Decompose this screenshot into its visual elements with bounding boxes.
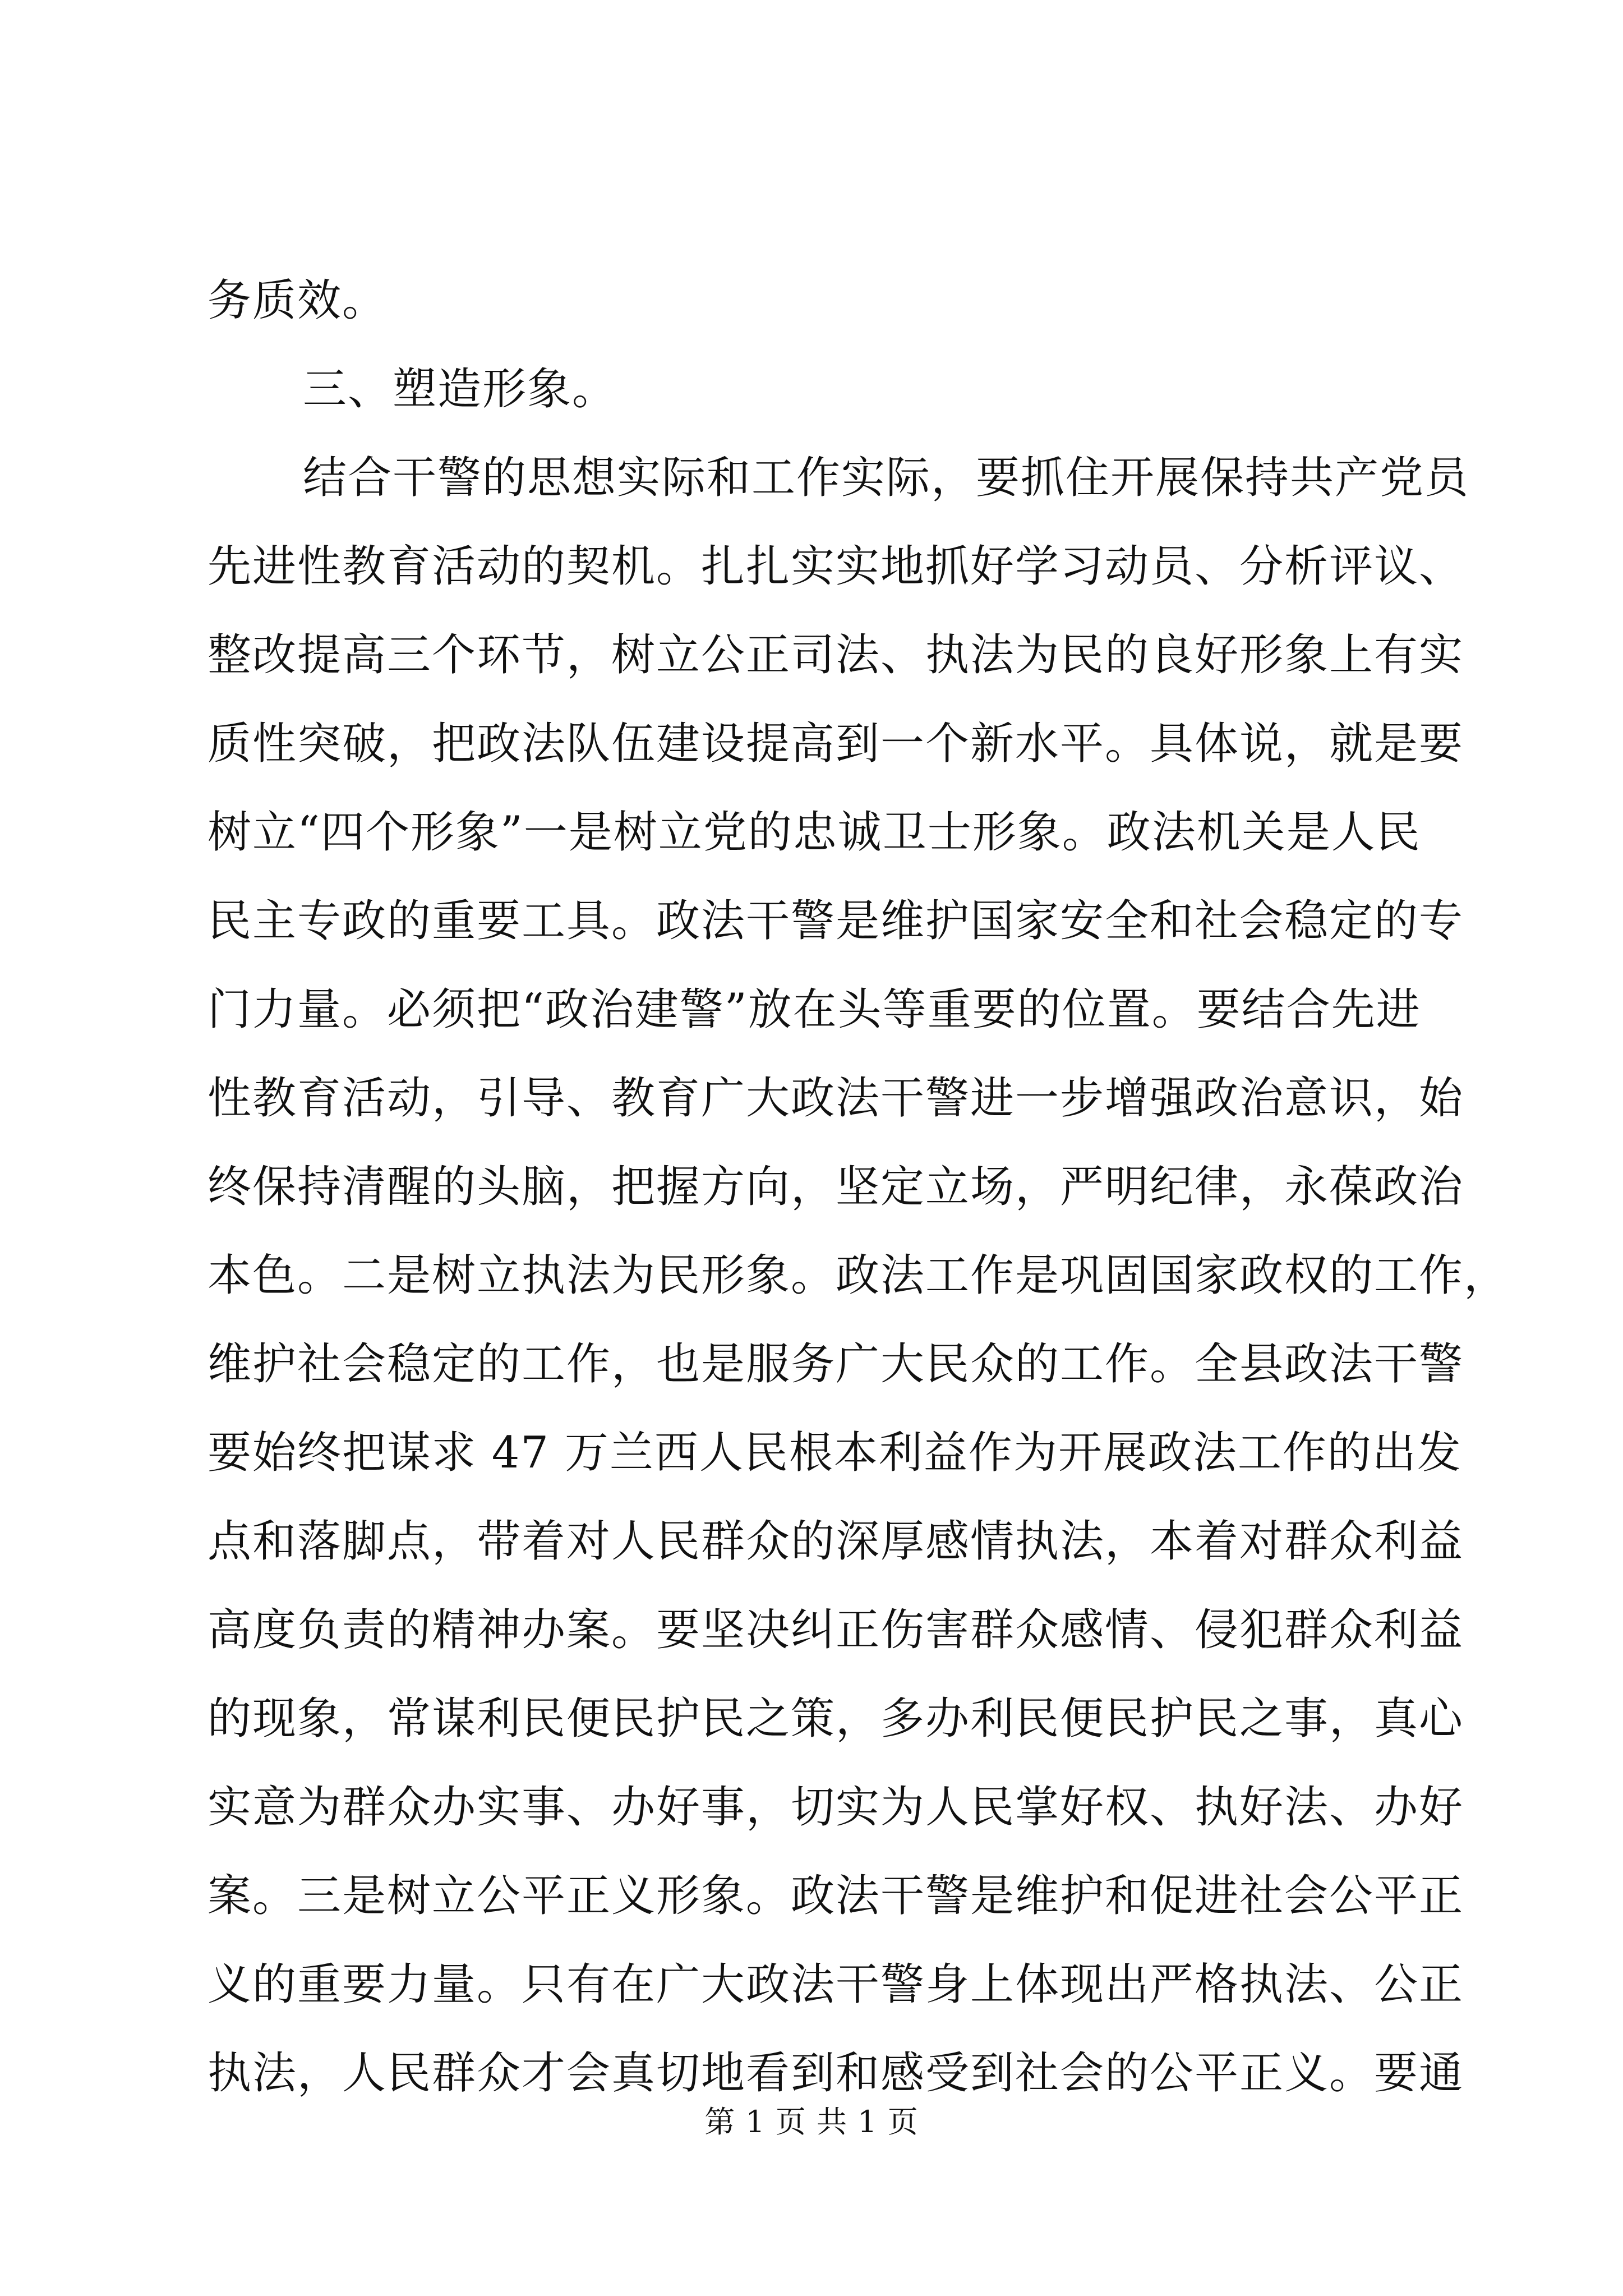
text-line: 务质效。: [208, 275, 388, 326]
text-line: 要始终把谋求 47 万兰西人民根本利益作为开展政法工作的出发: [208, 1428, 1462, 1478]
text-line: 实意为群众办实事、办好事，切实为人民掌好权、执好法、办好: [208, 1782, 1464, 1833]
text-line: 整改提高三个环节，树立公正司法、执法为民的良好形象上有实: [208, 630, 1464, 680]
text-line: 先进性教育活动的契机。扎扎实实地抓好学习动员、分析评议、: [208, 541, 1464, 592]
text-line: 门力量。必须把“政治建警”放在头等重要的位置。要结合先进: [208, 984, 1421, 1035]
text-line: 维护社会稳定的工作，也是服务广大民众的工作。全县政法干警: [208, 1339, 1464, 1389]
text-line: 点和落脚点，带着对人民群众的深厚感情执法，本着对群众利益: [208, 1516, 1464, 1567]
text-line: 结合干警的思想实际和工作实际，要抓住开展保持共产党员: [303, 453, 1470, 503]
text-line: 质性突破，把政法队伍建设提高到一个新水平。具体说，就是要: [208, 719, 1464, 769]
text-line: 高度负责的精神办案。要坚决纠正伤害群众感情、侵犯群众利益: [208, 1605, 1464, 1655]
text-line: 民主专政的重要工具。政法干警是维护国家安全和社会稳定的专: [208, 896, 1464, 946]
page-number-footer: 第 1 页 共 1 页: [704, 2104, 919, 2139]
text-line: 性教育活动，引导、教育广大政法干警进一步增强政治意识，始: [208, 1073, 1464, 1124]
text-line: 本色。二是树立执法为民形象。政法工作是巩固国家政权的工作，: [208, 1250, 1509, 1301]
text-line: 树立“四个形象”一是树立党的忠诚卫士形象。政法机关是人民: [208, 807, 1421, 858]
text-line: 终保持清醒的头脑，把握方向，坚定立场，严明纪律，永葆政治: [208, 1162, 1464, 1212]
text-line: 案。三是树立公平正义形象。政法干警是维护和促进社会公平正: [208, 1871, 1464, 1921]
text-line: 义的重要力量。只有在广大政法干警身上体现出严格执法、公正: [208, 1959, 1464, 2010]
text-line: 的现象，常谋利民便民护民之策，多办利民便民护民之事，真心: [208, 1694, 1464, 1744]
text-line: 执法，人民群众才会真切地看到和感受到社会的公平正义。要通: [208, 2048, 1464, 2099]
section-heading: 三、塑造形象。: [303, 364, 617, 415]
